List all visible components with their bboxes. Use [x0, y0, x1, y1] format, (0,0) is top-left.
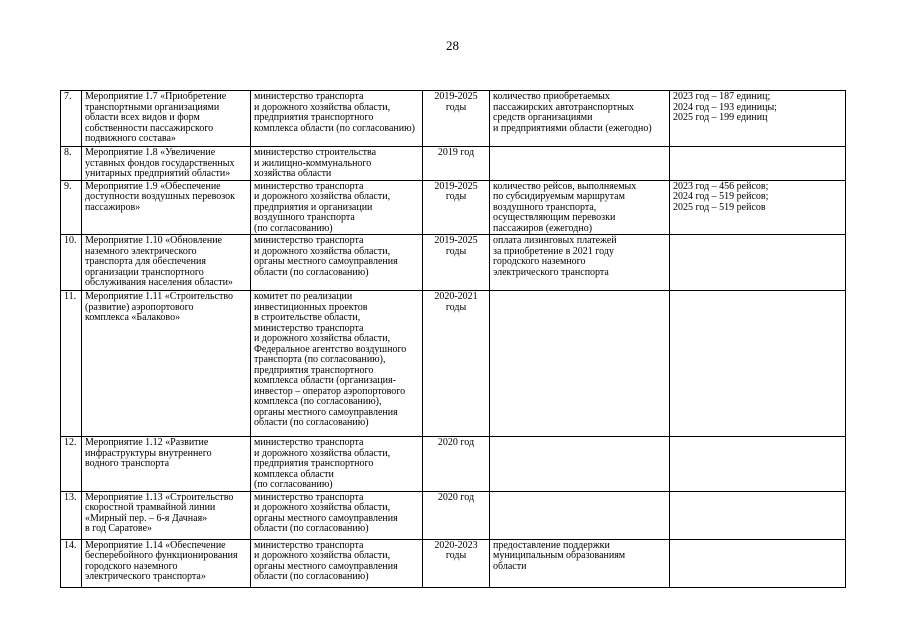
executor-cell-line: предприятия транспортного [254, 364, 374, 376]
row-number: 9. [61, 180, 82, 235]
years-cell-line: 2019-2025 [434, 235, 478, 246]
executor-cell-line: органы местного самоуправления [254, 560, 398, 572]
indicator-cell-line: предоставление поддержки [493, 539, 610, 551]
measure-cell-line: электрического транспорта» [85, 571, 206, 582]
indicator-cell [490, 235, 670, 291]
indicator-cell-line: муниципальным образованиям [493, 550, 626, 561]
executor-cell-line: области (по согласованию) [254, 266, 369, 278]
measure-cell-line: пассажиров» [85, 201, 141, 213]
years-cell-line: 2019 год [437, 147, 475, 158]
measure-cell [82, 491, 251, 539]
indicator-cell-line: средств организациями [493, 112, 593, 123]
executor-cell [251, 91, 423, 147]
measure-cell-line: подвижного состава» [85, 133, 176, 144]
executor-cell-line: области (по согласованию) [254, 523, 369, 534]
measure-cell [82, 437, 251, 492]
executor-cell-line: в строительстве области, [254, 312, 361, 323]
executor-cell-line: министерство транспорта [254, 91, 364, 102]
measure-cell-line: Мероприятие 1.11 «Строительство [85, 291, 233, 302]
measure-cell-line: собственности пассажирского [85, 122, 214, 134]
measure-cell-line: (развитие) аэропортового [85, 301, 194, 313]
target-values-cell [670, 235, 846, 291]
executor-cell-line: области (по согласованию) [254, 571, 369, 582]
target-values-cell-line: 2025 год – 199 единиц [673, 112, 768, 123]
indicator-cell [490, 91, 670, 147]
table-row [61, 437, 846, 492]
indicator-cell-line: осуществляющим перевозки [493, 212, 616, 223]
indicator-cell-line: пассажиров (ежегодно) [493, 222, 593, 234]
years-cell [423, 147, 490, 181]
measure-cell-line: Мероприятие 1.10 «Обновление [85, 235, 222, 246]
table-row [61, 539, 846, 587]
executor-cell [251, 539, 423, 587]
years-cell-line: 2020-2021 [434, 291, 478, 302]
table-row [61, 180, 846, 235]
indicator-cell-line: оплата лизинговых платежей [493, 235, 617, 246]
executor-cell-line: министерство строительства [254, 147, 377, 158]
executor-cell-line: министерство транспорта [254, 322, 364, 334]
measure-cell [82, 180, 251, 235]
measure-cell-line: Мероприятие 1.8 «Увеличение [85, 147, 216, 158]
executor-cell [251, 437, 423, 492]
measure-cell-line: комплекса «Балаково» [85, 312, 181, 323]
executor-cell-line: транспорта (по согласованию), [254, 354, 386, 365]
measure-cell-line: транспортными организациями [85, 101, 220, 113]
measure-cell-line: унитарных предприятий области» [85, 168, 231, 179]
measure-cell-line: уставных фондов государственных [85, 157, 235, 169]
measure-cell-line: наземного электрического [85, 245, 197, 257]
measure-cell-line: доступности воздушных перевозок [85, 191, 236, 202]
executor-cell-line: инвестор – оператор аэропортового [254, 385, 406, 397]
row-number: 7. [61, 91, 82, 147]
years-cell-line: 2019-2025 [434, 180, 478, 192]
row-number: 10. [61, 235, 82, 291]
executor-cell-line: и жилищно-коммунального [254, 157, 372, 169]
indicator-cell-line: электрического транспорта [493, 266, 609, 278]
indicator-cell-line: за приобретение в 2021 году [493, 245, 614, 257]
measure-cell-line: бесперебойного функционирования [85, 550, 238, 561]
target-values-cell [670, 147, 846, 181]
executor-cell [251, 180, 423, 235]
measure-cell-line: «Мирный пер. – 6-я Дачная» [85, 512, 208, 524]
executor-cell-line: хозяйства области [254, 168, 332, 179]
measure-cell-line: транспорта для обеспечения [85, 256, 206, 267]
years-cell-line: 2020 год [437, 437, 475, 448]
executor-cell-line: органы местного самоуправления [254, 256, 398, 267]
executor-cell-line: комплекса области [254, 468, 334, 480]
executor-cell-line: министерство транспорта [254, 539, 364, 551]
table-row [61, 235, 846, 291]
executor-cell-line: министерство транспорта [254, 180, 364, 192]
executor-cell-line: комплекса области (организация- [254, 375, 396, 386]
measures-table [60, 90, 846, 588]
table-row [61, 491, 846, 539]
executor-cell-line: предприятия и организации [254, 201, 373, 213]
measure-cell-line: инфраструктуры внутреннего [85, 447, 212, 459]
executor-cell-line: области (по согласованию) [254, 417, 369, 428]
executor-cell-line: и дорожного хозяйства области, [254, 333, 391, 344]
target-values-cell [670, 180, 846, 235]
indicator-cell [490, 491, 670, 539]
executor-cell-line: органы местного самоуправления [254, 512, 398, 524]
measure-cell-line: городского наземного [85, 560, 178, 572]
measure-cell [82, 539, 251, 587]
measure-cell-line: организации транспортного [85, 266, 204, 278]
row-number: 13. [61, 491, 82, 539]
target-values-cell-line: 2023 год – 456 рейсов; [673, 180, 769, 192]
executor-cell-line: министерство транспорта [254, 235, 364, 246]
indicator-cell-line: области [493, 560, 527, 572]
executor-cell-line: и дорожного хозяйства области, [254, 191, 391, 202]
executor-cell [251, 491, 423, 539]
table-body [61, 91, 846, 588]
indicator-cell [490, 180, 670, 235]
table-row [61, 147, 846, 181]
page-number: 28 [446, 38, 459, 53]
target-values-cell-line: 2023 год – 187 единиц; [673, 91, 771, 102]
years-cell-line: 2019-2025 [434, 91, 478, 102]
executor-cell-line: и дорожного хозяйства области, [254, 101, 391, 113]
target-values-cell-line: 2024 год – 193 единицы; [673, 101, 777, 113]
measure-cell [82, 91, 251, 147]
executor-cell-line: и дорожного хозяйства области, [254, 245, 391, 257]
executor-cell-line: министерство транспорта [254, 491, 364, 503]
years-cell [423, 437, 490, 492]
indicator-cell [490, 291, 670, 437]
measure-cell-line: Мероприятие 1.7 «Приобретение [85, 91, 227, 102]
years-cell [423, 91, 490, 147]
executor-cell-line: министерство транспорта [254, 437, 364, 448]
indicator-cell-line: городского наземного [493, 256, 586, 267]
executor-cell-line: и дорожного хозяйства области, [254, 502, 391, 513]
measure-cell-line: водного транспорта [85, 458, 170, 469]
row-number: 11. [61, 291, 82, 437]
years-cell [423, 539, 490, 587]
measure-cell-line: скоростной трамвайной линии [85, 502, 216, 513]
years-cell [423, 180, 490, 235]
measure-cell [82, 235, 251, 291]
measure-cell-line: Мероприятие 1.9 «Обеспечение [85, 180, 221, 192]
measure-cell-line: Мероприятие 1.14 «Обеспечение [85, 539, 226, 551]
indicator-cell-line: количество рейсов, выполняемых [493, 180, 637, 192]
measure-cell-line: обслуживания населения области» [85, 277, 233, 288]
measure-cell-line: в год Саратове» [85, 523, 153, 534]
years-cell-line: 2020 год [437, 491, 475, 503]
executor-cell [251, 291, 423, 437]
executor-cell-line: Федеральное агентство воздушного [254, 343, 407, 355]
executor-cell-line: комитет по реализации [254, 291, 353, 302]
years-cell-line: годы [445, 101, 467, 113]
executor-cell [251, 147, 423, 181]
years-cell-line: годы [445, 191, 467, 202]
measure-cell-line: Мероприятие 1.12 «Развитие [85, 437, 209, 448]
measure-cell-line: области всех видов и форм [85, 112, 200, 123]
executor-cell-line: и дорожного хозяйства области, [254, 447, 391, 459]
row-number: 12. [61, 437, 82, 492]
target-values-cell [670, 491, 846, 539]
executor-cell-line: комплекса области (по согласованию) [254, 122, 415, 134]
years-cell-line: годы [445, 245, 467, 257]
indicator-cell [490, 539, 670, 587]
row-number: 8. [61, 147, 82, 181]
executor-cell-line: воздушного транспорта [254, 212, 355, 223]
executor-cell-line: органы местного самоуправления [254, 406, 398, 418]
target-values-cell-line: 2024 год – 519 рейсов; [673, 191, 769, 202]
indicator-cell [490, 437, 670, 492]
years-cell [423, 491, 490, 539]
indicator-cell-line: воздушного транспорта, [493, 201, 597, 213]
indicator-cell-line: по субсидируемым маршрутам [493, 191, 625, 202]
years-cell-line: 2020-2023 [434, 539, 478, 551]
indicator-cell-line: и предприятиями области (ежегодно) [493, 122, 652, 134]
executor-cell-line: и дорожного хозяйства области, [254, 550, 391, 561]
executor-cell-line: (по согласованию) [254, 479, 333, 490]
years-cell [423, 291, 490, 437]
executor-cell-line: инвестиционных проектов [254, 301, 368, 313]
years-cell [423, 235, 490, 291]
years-cell-line: годы [445, 550, 467, 561]
executor-cell-line: комплекса (по согласованию), [254, 396, 382, 407]
executor-cell-line: предприятия транспортного [254, 112, 374, 123]
indicator-cell-line: количество приобретаемых [493, 91, 610, 102]
measure-cell [82, 147, 251, 181]
indicator-cell-line: пассажирских автотранспортных [493, 101, 635, 113]
years-cell-line: годы [445, 301, 467, 313]
measure-cell-line: Мероприятие 1.13 «Строительство [85, 491, 234, 503]
executor-cell [251, 235, 423, 291]
measure-cell [82, 291, 251, 437]
target-values-cell-line: 2025 год – 519 рейсов [673, 201, 766, 213]
indicator-cell [490, 147, 670, 181]
target-values-cell [670, 291, 846, 437]
executor-cell-line: предприятия транспортного [254, 458, 374, 469]
target-values-cell [670, 437, 846, 492]
target-values-cell [670, 91, 846, 147]
executor-cell-line: (по согласованию) [254, 222, 333, 234]
row-number: 14. [61, 539, 82, 587]
table-row [61, 91, 846, 147]
target-values-cell [670, 539, 846, 587]
table-row [61, 291, 846, 437]
